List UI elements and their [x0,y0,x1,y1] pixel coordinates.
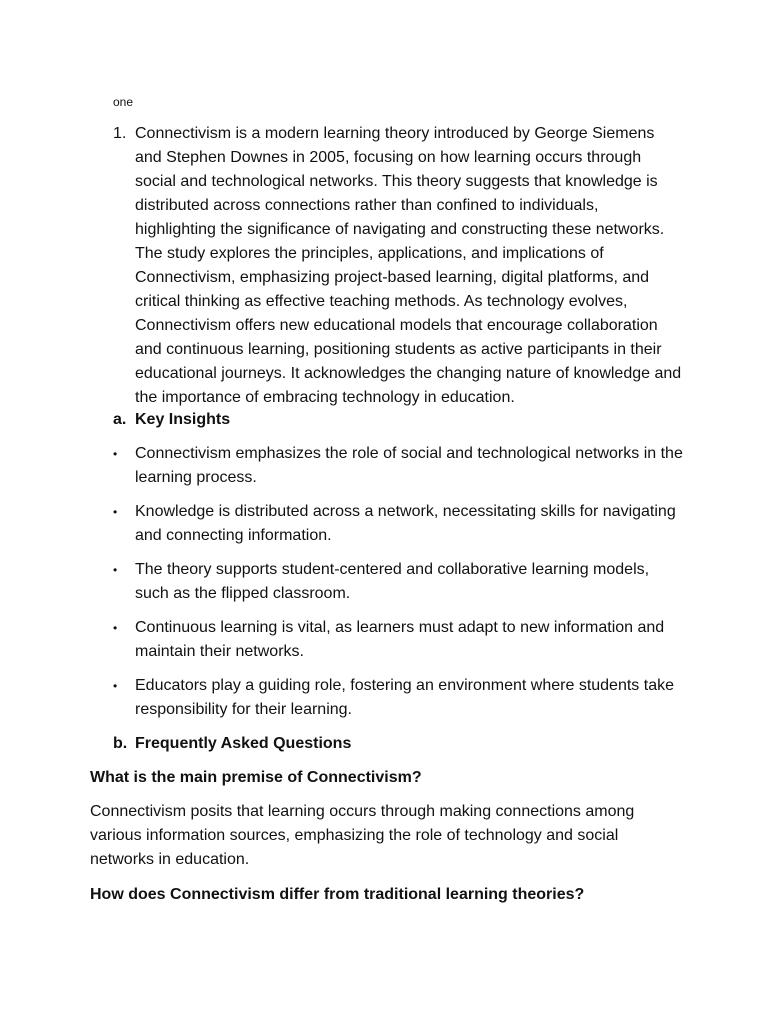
bullet-icon: • [113,679,118,693]
section-heading-key-insights [113,408,230,432]
bullet-icon: • [113,563,118,577]
bullet-text: Knowledge is distributed across a network, necessitating skills for navigating and connecting information. [135,503,676,544]
faq-question: What is the main premise of Connectivism? [90,769,422,786]
faq-question: How does Connectivism differ from traditional learning theories? [90,886,585,903]
section-marker: b. [113,735,128,752]
list-item [113,558,683,606]
bullet-icon: • [113,447,118,461]
list-item [113,500,683,548]
bullet-text: The theory supports student-centered and collaborative learning models, such as the flipped classroom. [135,561,650,602]
list-item [113,442,683,490]
bullet-text: Educators play a guiding role, fostering an environment where students take responsibility for their learning. [135,677,674,718]
bullet-text: Connectivism emphasizes the role of social and technological networks in the learning process. [135,445,683,486]
section-marker: a. [113,411,127,428]
key-insights-list [113,442,683,732]
page-header-text: one [113,95,134,109]
numbered-list-item [113,122,683,410]
faq-answer: Connectivism posits that learning occurs through making connections among various information sources, emphasizing the role of technology and social networks in education. [90,803,635,868]
list-item [113,616,683,664]
bullet-text: Continuous learning is vital, as learners must adapt to new information and maintain their networks. [135,619,665,660]
section-title: Frequently Asked Questions [135,735,352,752]
intro-paragraph: Connectivism is a modern learning theory introduced by George Siemens and Stephen Downes in 2005, focusing on how learning occurs through social and technological networks. This theory suggests that knowledge is distributed across connections rather than confined to individuals, highlighting the significance of navigating and constructing these networks. The study explores the principles, applications, and implications of Connectivism, emphasizing project-based learning, digital platforms, and critical thinking as effective teaching methods. As technology evolves, Connectivism offers new educational models that encourage collaboration and continuous learning, positioning students as active participants in their educational journeys. It acknowledges the changing nature of knowledge and the importance of embracing technology in education. [135,125,682,406]
bullet-icon: • [113,505,118,519]
section-title: Key Insights [135,411,231,428]
bullet-icon: • [113,621,118,635]
list-number: 1. [113,125,127,142]
section-heading-faq [113,732,351,756]
list-item [113,674,683,722]
